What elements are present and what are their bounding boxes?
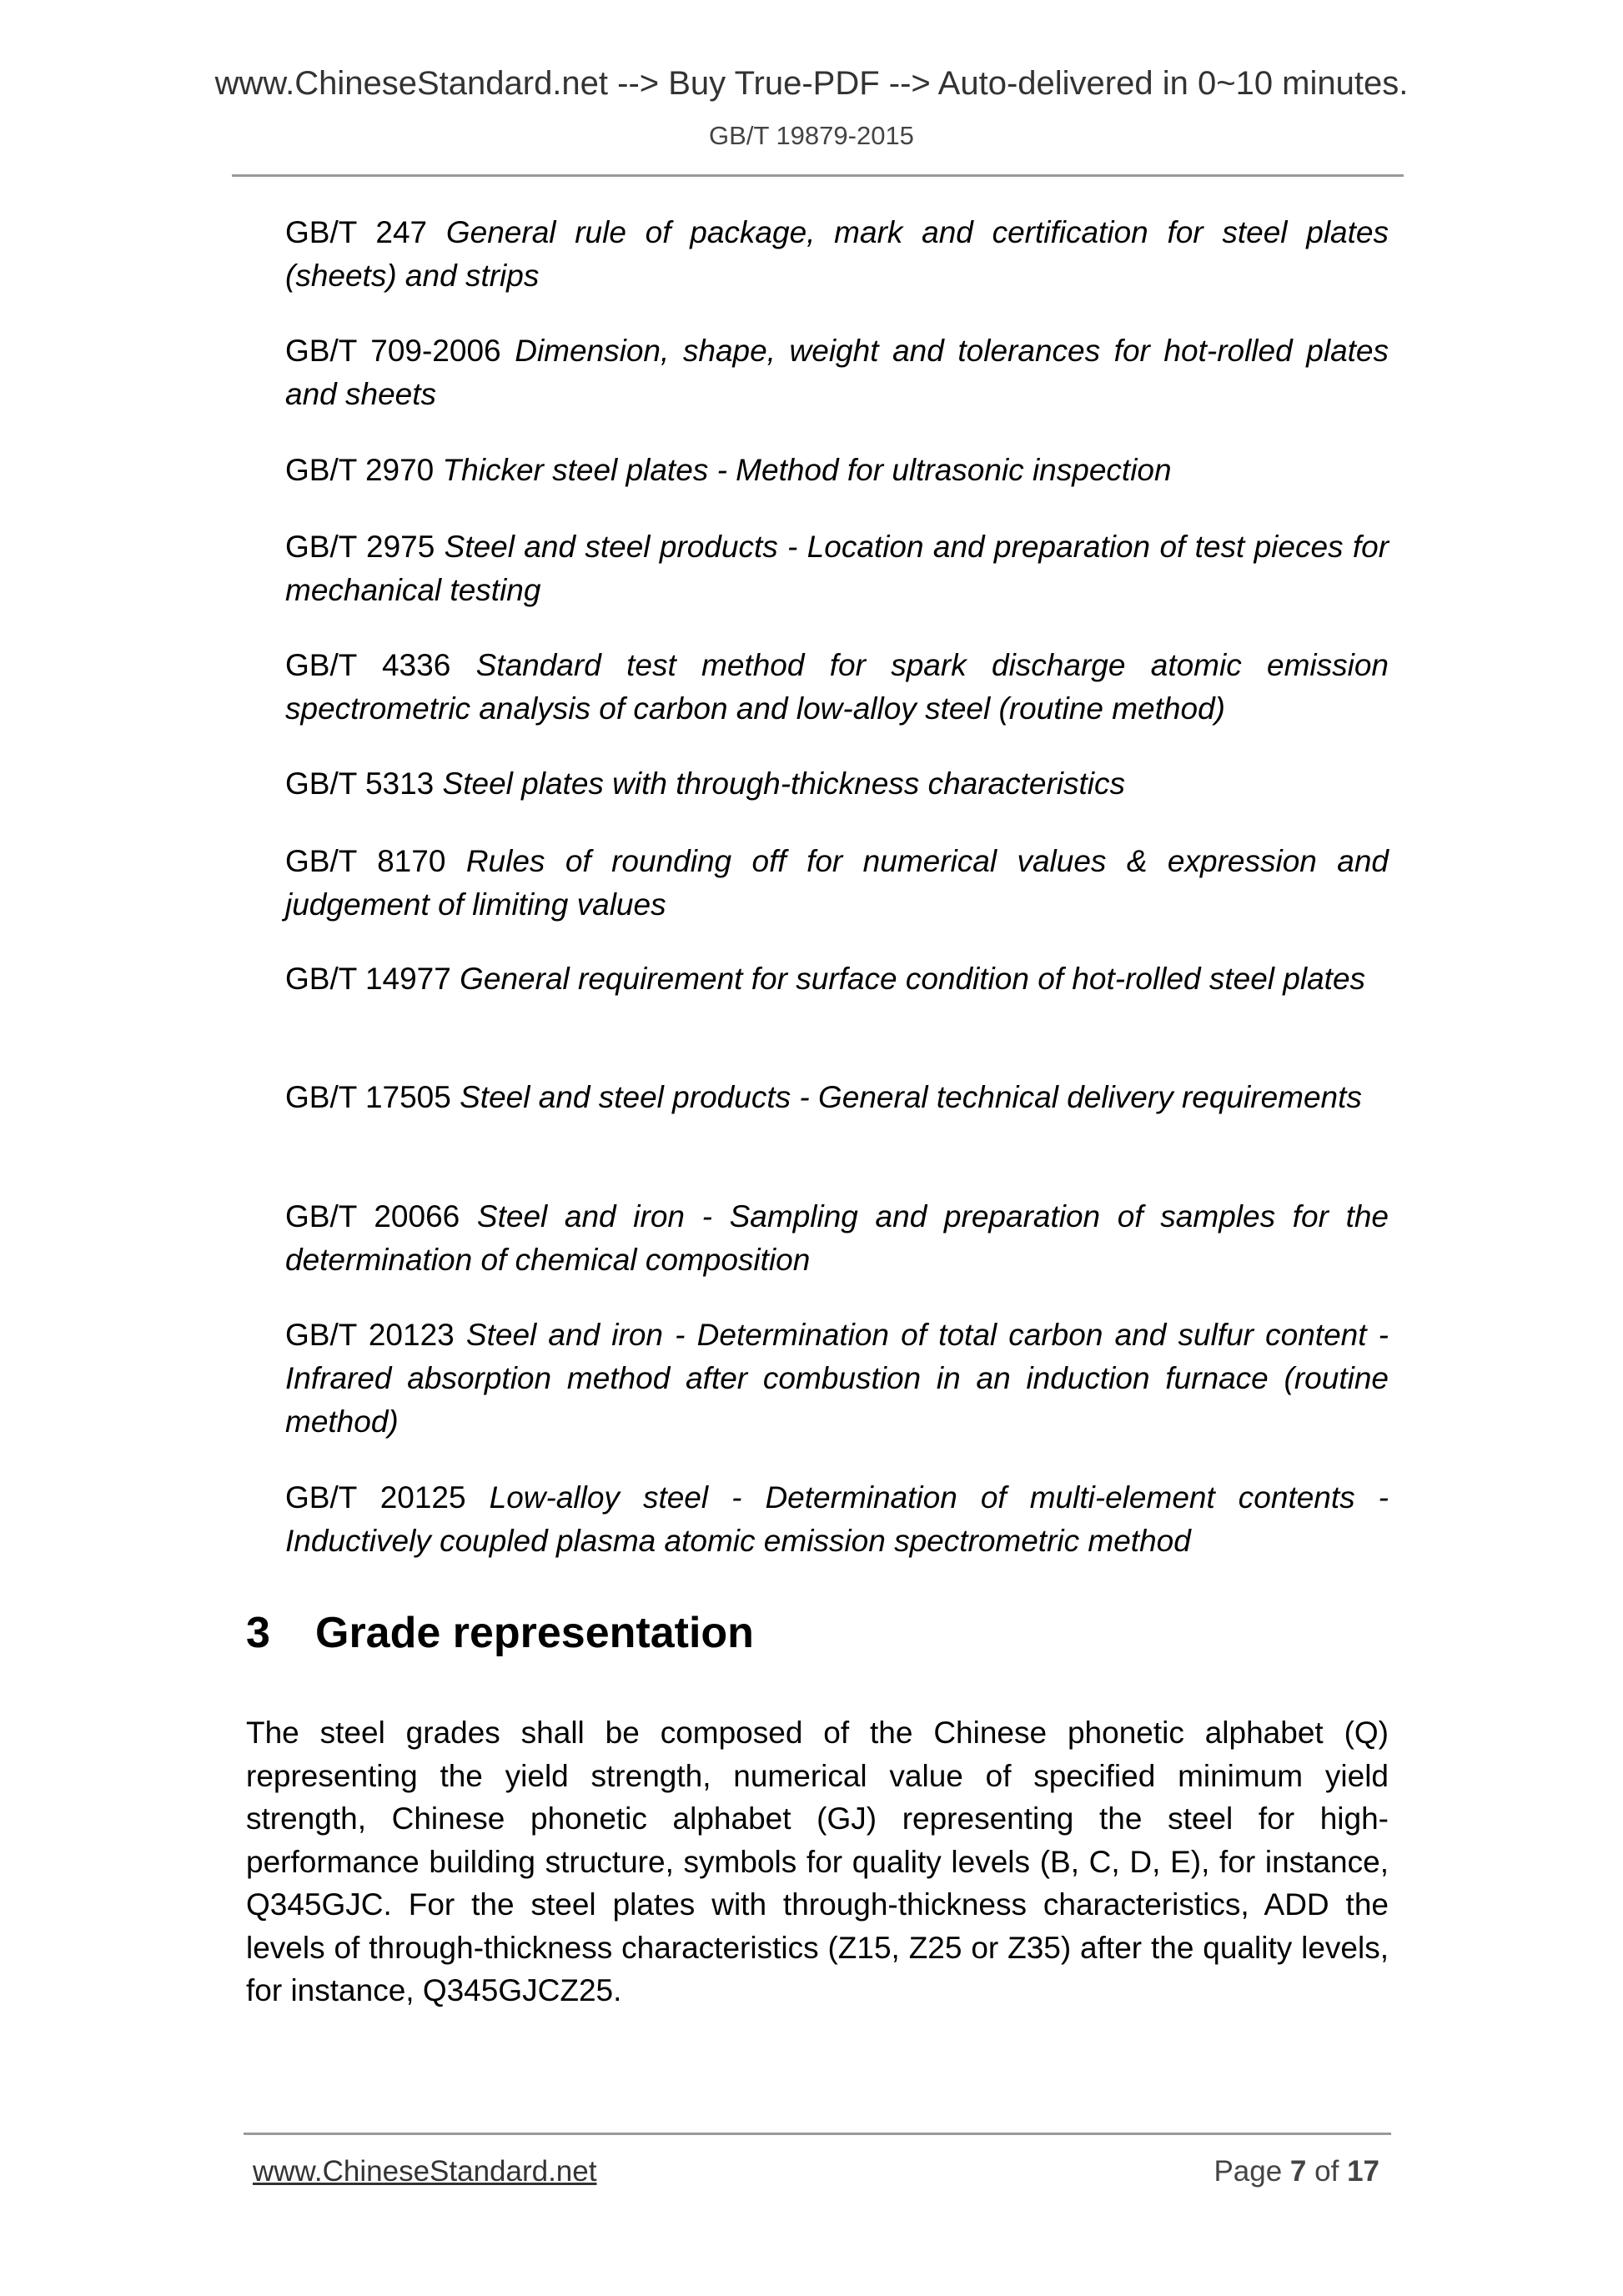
page-label: Page — [1213, 2155, 1283, 2188]
reference-code: GB/T 8170 — [285, 844, 446, 878]
reference-code: GB/T 20125 — [285, 1480, 466, 1515]
section-title: Grade representation — [315, 1609, 754, 1657]
reference-code: GB/T 247 — [285, 215, 428, 249]
reference-code: GB/T 20123 — [285, 1318, 455, 1352]
reference-item — [285, 329, 1389, 416]
of-label: of — [1314, 2155, 1339, 2188]
reference-title: Steel and iron - Sampling and preparation of samples for the determination of chemical composition — [285, 1199, 1389, 1277]
reference-item — [285, 762, 1389, 806]
current-page: 7 — [1289, 2155, 1307, 2188]
reference-item — [285, 211, 1389, 298]
reference-item — [285, 957, 1389, 1001]
reference-title: General requirement for surface condition of hot-rolled steel plates — [460, 962, 1366, 996]
reference-title: General rule of package, mark and certification for steel plates (sheets) and strips — [285, 215, 1389, 293]
section-body: The steel grades shall be composed of the Chinese phonetic alphabet (Q) representing the yield strength, numerical value of specified minimum yield strength, Chinese phonetic alphabet (GJ) representing the steel for high-performance building structure, symbols for quality levels (B, C, D, E), for instance, Q345GJC. For the steel plates with through-thickness characteristics, ADD the levels of through-thickness characteristics (Z15, Z25 or Z35) after the quality levels, for instance, Q345GJCZ25. — [246, 1716, 1389, 2007]
reference-title: Dimension, shape, weight and tolerances for hot-rolled plates and sheets — [285, 334, 1389, 411]
footer-website-link[interactable]: www.ChineseStandard.net — [253, 2155, 597, 2188]
reference-item — [285, 525, 1389, 612]
section-number: 3 — [246, 1609, 270, 1657]
reference-title: Thicker steel plates - Method for ultrasonic inspection — [442, 453, 1172, 487]
reference-code: GB/T 5313 — [285, 766, 435, 801]
page-number — [1213, 2155, 1379, 2188]
header-banner: www.ChineseStandard.net --> Buy True-PDF --> Auto-delivered in 0~10 minutes. — [214, 65, 1409, 102]
reference-code: GB/T 709-2006 — [285, 334, 501, 368]
reference-code: GB/T 20066 — [285, 1199, 460, 1233]
reference-item — [285, 449, 1389, 492]
reference-title: Steel plates with through-thickness characteristics — [442, 766, 1126, 801]
reference-item — [285, 840, 1389, 927]
section-heading — [246, 1608, 754, 1658]
reference-title: Steel and iron - Determination of total carbon and sulfur content - Infrared absorption method after combustion in an induction furnace (routine method) — [285, 1318, 1389, 1439]
reference-item — [285, 1476, 1389, 1563]
reference-title: Standard test method for spark discharge atomic emission spectrometric analysis of carbon and low-alloy steel (routine method) — [285, 648, 1389, 726]
reference-code: GB/T 17505 — [285, 1080, 451, 1114]
reference-code: GB/T 2975 — [285, 530, 435, 564]
reference-code: GB/T 4336 — [285, 648, 451, 682]
reference-title: Steel and steel products - Location and preparation of test pieces for mechanical testing — [285, 530, 1389, 607]
header-divider — [232, 174, 1404, 177]
footer-divider — [244, 2133, 1391, 2135]
reference-title: Rules of rounding off for numerical values & expression and judgement of limiting values — [285, 844, 1389, 922]
reference-code: GB/T 14977 — [285, 962, 451, 996]
reference-item — [285, 1076, 1389, 1119]
reference-item — [285, 644, 1389, 731]
reference-code: GB/T 2970 — [285, 453, 435, 487]
reference-item — [285, 1195, 1389, 1282]
reference-item — [285, 1314, 1389, 1444]
reference-title: Steel and steel products - General technical delivery requirements — [460, 1080, 1362, 1114]
reference-title: Low-alloy steel - Determination of multi-element contents - Inductively coupled plasma atomic emission spectrometric method — [285, 1480, 1389, 1558]
document-id: GB/T 19879-2015 — [709, 121, 914, 150]
total-pages: 17 — [1347, 2155, 1379, 2188]
